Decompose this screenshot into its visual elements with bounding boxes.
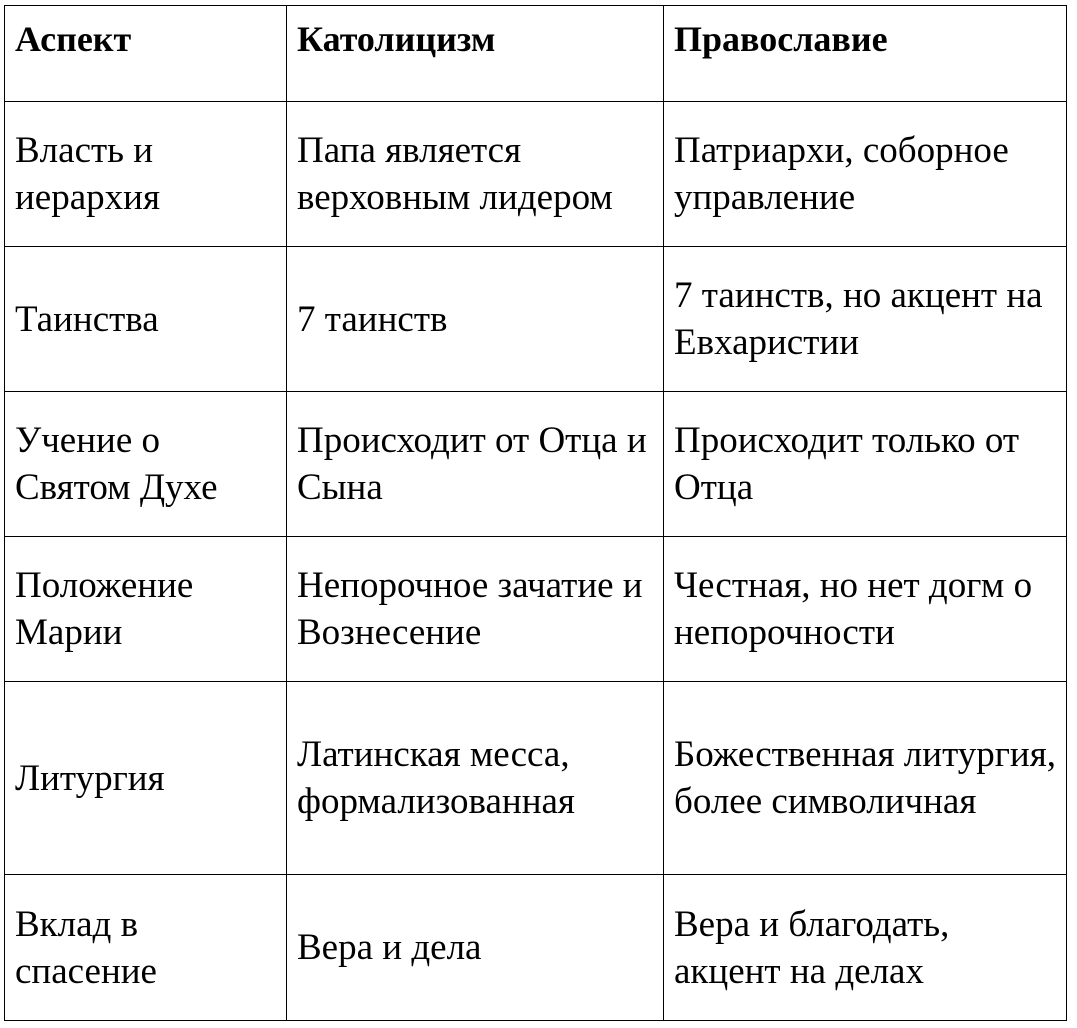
cell-aspect: Положение Марии — [5, 537, 287, 682]
table-row — [5, 875, 1067, 1021]
cell-catholicism: Папа является верховным лидером — [287, 102, 664, 247]
cell-aspect: Литургия — [5, 682, 287, 875]
cell-aspect: Вклад в спасение — [5, 875, 287, 1021]
cell-aspect: Таинства — [5, 247, 287, 392]
header-orthodoxy: Православие — [664, 6, 1067, 102]
cell-aspect: Учение о Святом Духе — [5, 392, 287, 537]
cell-catholicism: Латинская месса, формализованная — [287, 682, 664, 875]
table-row — [5, 102, 1067, 247]
header-row — [5, 6, 1067, 102]
cell-catholicism: Вера и дела — [287, 875, 664, 1021]
cell-orthodoxy: Честная, но нет догм о непорочности — [664, 537, 1067, 682]
cell-catholicism: Непорочное зачатие и Вознесение — [287, 537, 664, 682]
header-catholicism: Католицизм — [287, 6, 664, 102]
cell-catholicism: 7 таинств — [287, 247, 664, 392]
cell-aspect: Власть и иерархия — [5, 102, 287, 247]
cell-orthodoxy: Вера и благодать, акцент на делах — [664, 875, 1067, 1021]
table-row — [5, 392, 1067, 537]
header-aspect: Аспект — [5, 6, 287, 102]
cell-orthodoxy: Происходит только от Отца — [664, 392, 1067, 537]
table-row — [5, 537, 1067, 682]
cell-orthodoxy: 7 таинств, но акцент на Евхаристии — [664, 247, 1067, 392]
comparison-table — [4, 5, 1067, 1021]
table-row — [5, 247, 1067, 392]
cell-catholicism: Происходит от Отца и Сына — [287, 392, 664, 537]
cell-orthodoxy: Божественная литургия, более символичная — [664, 682, 1067, 875]
cell-orthodoxy: Патриархи, соборное управление — [664, 102, 1067, 247]
table-row — [5, 682, 1067, 875]
